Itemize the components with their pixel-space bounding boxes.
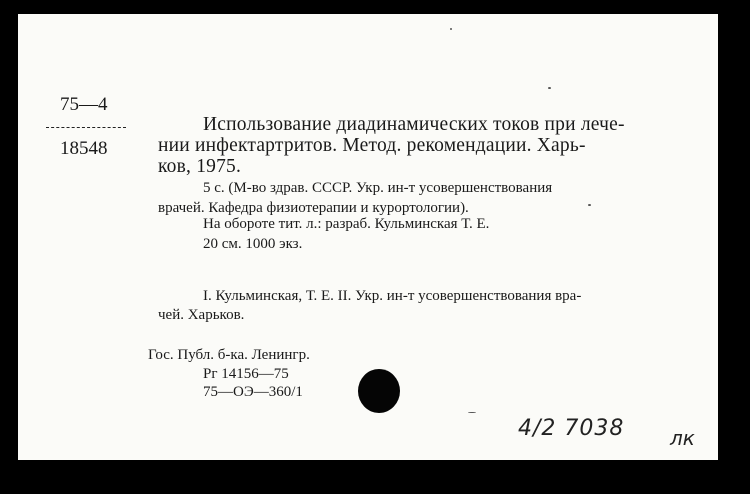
title-line-3: ков, 1975. bbox=[158, 156, 242, 177]
tracing-line-1: I. Кульминская, Т. Е. II. Укр. ин-т усовершенствования вра- bbox=[203, 288, 582, 304]
handwritten-initials: лк bbox=[670, 426, 695, 450]
handwritten-number: 4/2 7038 bbox=[518, 416, 625, 441]
inventory-number: 18548 bbox=[60, 138, 108, 159]
speck bbox=[468, 412, 476, 413]
divider bbox=[46, 127, 126, 128]
collation-line-1: 5 с. (М-во здрав. СССР. Укр. ин-т усовершенствования bbox=[203, 180, 553, 196]
collation-line-2: врачей. Кафедра физиотерапии и курортологии). bbox=[158, 200, 469, 216]
serial-line-2: 75—ОЭ—360/1 bbox=[203, 384, 303, 400]
serial-line-1: Рг 14156—75 bbox=[203, 366, 289, 382]
shelf-mark: 75—4 bbox=[60, 94, 108, 115]
library-name: Гос. Публ. б-ка. Ленингр. bbox=[148, 347, 310, 363]
speck bbox=[588, 204, 591, 206]
tracing-line-2: чей. Харьков. bbox=[158, 307, 245, 323]
title-line-1: Использование диадинамических токов при лече- bbox=[203, 114, 625, 135]
punch-hole bbox=[358, 369, 400, 413]
catalog-card bbox=[18, 14, 718, 460]
speck bbox=[548, 87, 551, 89]
title-line-2: нии инфектартритов. Метод. рекомендации. Харь- bbox=[158, 135, 586, 156]
collation-line-3: На обороте тит. л.: разраб. Кульминская Т. Е. bbox=[203, 216, 490, 232]
speck bbox=[450, 28, 452, 30]
collation-line-4: 20 см. 1000 экз. bbox=[203, 236, 303, 252]
